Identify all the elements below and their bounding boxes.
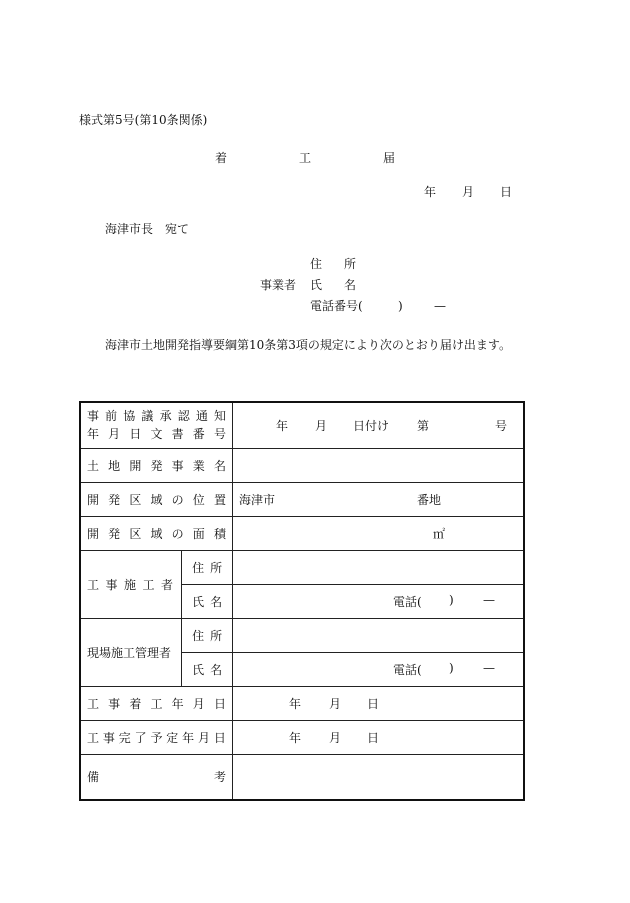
notice-value[interactable]: 年 月 日付け 第 号 (233, 402, 525, 448)
contractor-address-value[interactable] (233, 550, 525, 584)
table-row (80, 618, 524, 652)
date-year: 年 (424, 185, 437, 199)
contractor-name-label: 氏 名 (182, 584, 233, 618)
applicant-phone (260, 296, 446, 317)
project-name-value[interactable] (233, 448, 525, 482)
applicant-name-label (310, 275, 356, 296)
manager-name-value[interactable]: 電話( ) — (233, 652, 525, 686)
label-char: 氏 (310, 278, 323, 292)
phone-dash: — (434, 299, 446, 313)
date-month: 月 (461, 185, 474, 199)
area-value[interactable]: ㎡ (233, 516, 525, 550)
location-value[interactable]: 海津市 番地 (233, 482, 525, 516)
table-row (80, 720, 524, 754)
table-row (80, 516, 524, 550)
notice-label: 事 前 協 議 承 認 通 知 年 月 日 文 書 番 号 (80, 402, 233, 448)
start-date-label: 工 事 着 工 年 月 日 (80, 686, 233, 720)
area-label: 開 発 区 域 の 面 積 (80, 516, 233, 550)
end-date-label: 工 事 完 了 予 定 年 月 日 (80, 720, 233, 754)
manager-address-value[interactable] (233, 618, 525, 652)
phone-close: ) (398, 299, 403, 313)
manager-address-label: 住 所 (182, 618, 233, 652)
title-char: 工 (298, 151, 311, 165)
manager-name-label: 氏 名 (182, 652, 233, 686)
date-day: 日 (499, 185, 512, 199)
remarks-value[interactable] (233, 754, 525, 800)
contractor-label: 工 事 施 工 者 (80, 550, 182, 618)
table-row (80, 754, 524, 800)
date-line (424, 183, 512, 200)
site-manager-label: 現場施工管理者 (80, 618, 182, 686)
contractor-name-value[interactable]: 電話( ) — (233, 584, 525, 618)
table-row (80, 550, 524, 584)
location-label: 開 発 区 域 の 位 置 (80, 482, 233, 516)
label-char: 住 (310, 257, 323, 271)
title-char: 届 (382, 151, 395, 165)
form-number: 様式第5号(第10条関係) (79, 113, 208, 127)
phone-label: 電話番号( (310, 299, 363, 313)
table-row (80, 402, 524, 448)
table-row (80, 482, 524, 516)
table-row (80, 448, 524, 482)
end-date-value[interactable]: 年 月 日 (233, 720, 525, 754)
project-name-label: 土 地 開 発 事 業 名 (80, 448, 233, 482)
contractor-address-label: 住 所 (182, 550, 233, 584)
applicant-block (260, 254, 446, 317)
applicant-address-label (310, 254, 356, 275)
form-table (79, 401, 525, 801)
addressee: 海津市長 宛て (105, 222, 190, 236)
start-date-value[interactable]: 年 月 日 (233, 686, 525, 720)
table-row (80, 686, 524, 720)
title-char: 着 (215, 151, 228, 165)
label-char: 名 (343, 278, 356, 292)
remarks-label: 備 考 (80, 754, 233, 800)
applicant-label: 事業者 (260, 278, 297, 292)
body-text: 海津市土地開発指導要綱第10条第3項の規定により次のとおり届け出ます。 (105, 338, 511, 352)
document-title (215, 149, 395, 166)
label-char: 所 (343, 257, 356, 271)
